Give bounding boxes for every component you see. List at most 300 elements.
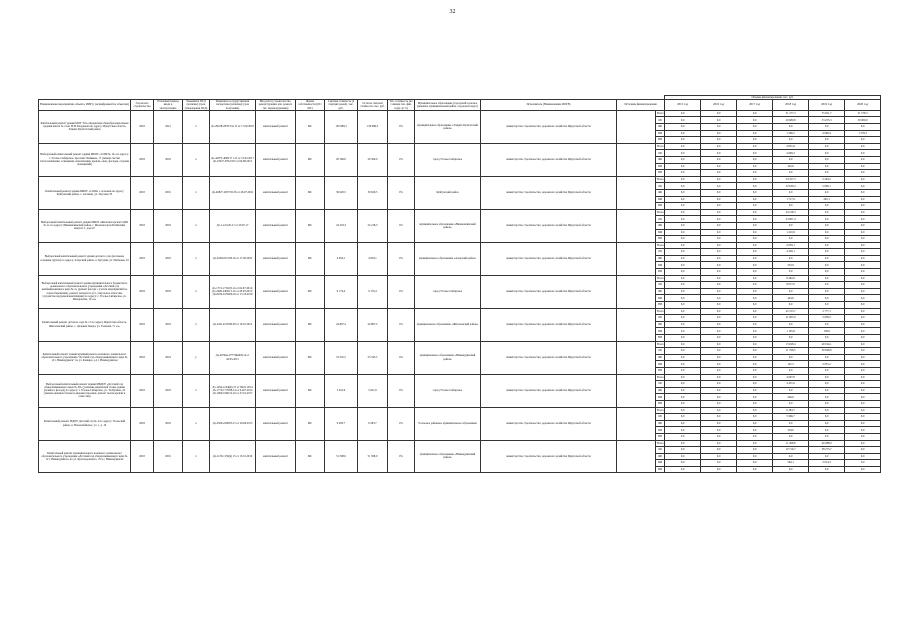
funding-value: 0,0 [809,124,845,131]
funding-value: 2 014,3 [809,460,845,467]
funding-value: 0,0 [701,374,737,381]
funding-value: 0,0 [737,308,773,315]
funding-group-header: Объемы финансирования, тыс. руб. [665,96,881,100]
funding-value: 0,0 [809,203,845,210]
funding-value: 4 659,1 [773,242,809,249]
work-type: капитальный ремонт [256,308,296,341]
funding-value: 0,0 [737,361,773,368]
col-year-2019: 2019 год [809,100,845,111]
start-year: 2018 [131,275,154,308]
funding-value: 0,0 [737,176,773,183]
funding-source: МБ [656,427,665,434]
funding-value: 0,0 [737,414,773,421]
psd-status: х [183,110,210,143]
municipality: муниципальное образование «Нижнеудинский район» [415,341,481,374]
funding-value: 0,0 [845,203,881,210]
remaining-cost: 51 508,9 [358,440,388,473]
funding-value: 0,0 [701,288,737,295]
ownership-form: МС [296,143,325,176]
funding-value: 0,0 [737,466,773,473]
funding-value: 0,0 [701,381,737,388]
psd-status: х [183,440,210,473]
page-number: 32 [449,9,456,15]
funding-value: 0,0 [845,335,881,342]
project-name: Выборочный капитальный ремонт здания МБДОУ «Детский сад общеразвивающего вида № 40» (усиление кирпичной стены здания (главного фасада) по адресу: г. Усолье-Сибирское, ул. Толбухина, 23 (замена оконных блоков и дверных проемов, ремонт полов кровли и отмостки) [39,374,131,407]
commission-year: 2021 [154,110,183,143]
work-type: капитальный ремонт [256,341,296,374]
funding-value: 0,0 [665,255,701,262]
funding-source: Всего [657,243,664,247]
funding-source: ОБ [656,117,665,124]
funding-value: 0,0 [665,130,701,137]
funding-value: 5 000,1 [809,183,845,190]
col-year-2017: 2017 год [737,100,773,111]
executor: министерство строительства, дорожного хозяйства Иркутской области [481,176,617,209]
source-spacer [617,407,656,440]
start-year: 2018 [131,110,154,143]
funding-value: 0,0 [665,170,701,177]
commission-year: 2018 [154,209,183,242]
executor: министерство строительства, дорожного хозяйства Иркутской области [481,110,617,143]
funding-value: 0,0 [737,236,773,243]
start-year: 2018 [131,209,154,242]
funding-value: 0,0 [665,381,701,388]
funding-value: 0,0 [737,117,773,124]
col-ownership: Форма собственности (ОС/МС) [296,100,325,111]
funding-value: 0,0 [737,110,773,117]
funding-value: 0,0 [665,302,701,309]
col-work-type: Вид работ (строительство, реконструкция, кап. ремонт, тех. перевооружение) [256,100,296,111]
funding-value: 0,0 [845,460,881,467]
ownership-form: МС [296,176,325,209]
col-start-year: Год начала строительства [131,100,154,111]
funding-value: 0,0 [809,321,845,328]
funding-value: 0,0 [809,275,845,282]
funding-value: 0,0 [701,216,737,223]
funding-value: 0,0 [809,414,845,421]
funding-value: 0,0 [701,282,737,289]
funding-value: 0,0 [845,143,881,150]
funding-value: 0,0 [701,156,737,163]
funding-value: 53 255,3 [809,117,845,124]
funding-source: МБ [656,361,665,368]
source-spacer [617,308,656,341]
executor: министерство строительства, дорожного хозяйства Иркутской области [481,275,617,308]
funding-value: 0,0 [773,335,809,342]
funding-value: 0,0 [665,387,701,394]
funding-value: 0,0 [845,262,881,269]
funding-source: Всего [657,210,664,214]
psd-status: х [183,242,210,275]
funding-value: 0,0 [665,124,701,131]
funding-value: 0,0 [809,163,845,170]
funding-value: 0,0 [665,321,701,328]
funding-value: 0,0 [773,124,809,131]
funding-value: 5 966,7 [773,414,809,421]
municipality: муниципальное образование «Аларский район» [415,242,481,275]
funding-value: 1 596,5 [773,130,809,137]
funding-value: 0,0 [737,400,773,407]
funding-value: 0,0 [665,453,701,460]
funding-value: 0,0 [809,302,845,309]
funding-value: 0,0 [773,321,809,328]
funding-source: ОБ [656,183,665,190]
psd-status: х [183,308,210,341]
funding-value: 0,0 [701,387,737,394]
municipality: Усольское районное муниципальное образование [415,407,481,440]
municipality: муниципальное образование «Жигаловский район» [415,308,481,341]
funding-source: ОБ [656,348,665,355]
funding-value: 0,0 [701,427,737,434]
funding-value: 0,0 [665,315,701,322]
funding-value: 0,0 [845,124,881,131]
funding-value: 0,0 [665,407,701,414]
funding-source: ФБ [656,222,665,229]
funding-value: 0,0 [701,150,737,157]
funding-value: 0,0 [665,137,701,144]
funding-value: 0,0 [701,460,737,467]
funding-value: 0,0 [845,242,881,249]
funding-value: 0,0 [809,269,845,276]
funding-source: ВИ [656,466,665,473]
funding-value: 0,0 [665,394,701,401]
funding-source: ОБ [656,447,665,454]
expertise-details: Дз-46827-2057/02.56 от 26.07.2016 [210,176,256,209]
work-type: капитальный ремонт [256,209,296,242]
project-name: Капитальный ремонт здания муниципального казенного дошкольного образовательного учреждения "Детский сад общеразвивающего вида № 12 г. Нижнеудинск" по ул. Кашира, д.4 г. Нижнеудинска [39,341,131,374]
col-year-2015: 2015 год [665,100,701,111]
funding-value: 0,0 [665,295,701,302]
project-name: Капитальный ремонт здания МБОУ «СОШ» г. Алзамаи по адресу Куйтунский район, с. Алзамаи, ул. Заусаева 33 [39,176,131,209]
project-row [39,176,881,183]
funding-source: ВИ [656,203,665,210]
funding-value: 0,0 [737,209,773,216]
funding-value: 0,0 [665,143,701,150]
funding-value: 0,0 [665,308,701,315]
funding-value: 0,0 [737,282,773,289]
start-year: 2018 [131,176,154,209]
psd-status: х [183,176,210,209]
funding-value: 0,0 [845,295,881,302]
funding-source: МБ [656,130,665,137]
funding-value: 0,0 [737,433,773,440]
funding-value: 0,0 [737,341,773,348]
funding-value: 0,0 [665,367,701,374]
funding-value: 0,0 [845,427,881,434]
funding-value: 0,0 [665,460,701,467]
funding-value: 0,0 [773,189,809,196]
funding-source: ФБ [656,387,665,394]
readiness: 0% [388,308,415,341]
funding-value: 8 017,0 [773,282,809,289]
funding-value: 246,0 [773,394,809,401]
funding-value: 0,0 [665,189,701,196]
funding-source: Всего [657,144,664,148]
readiness: 0% [388,176,415,209]
funding-value: 0,0 [737,150,773,157]
funding-value: 0,0 [701,255,737,262]
executor: министерство строительства, дорожного хозяйства Иркутской области [481,341,617,374]
funding-source: ВИ [656,302,665,309]
funding-value: 31 578,3 [845,110,881,117]
funding-value: 0,0 [665,117,701,124]
col-year-2018: 2018 год [773,100,809,111]
commission-year: 2018 [154,374,183,407]
expertise-details: Дз-1139-1159(4) 15 от 13.01.2016 [210,440,256,473]
col-year-2020: 2020 год [845,100,881,111]
funding-value: 0,0 [737,387,773,394]
estimated-cost: 136 989,3 [325,110,358,143]
source-spacer [617,374,656,407]
municipality: город Усолье-Сибирское [415,143,481,176]
funding-source: МБ [656,394,665,401]
funding-value: 0,0 [737,381,773,388]
estimated-cost: 51 508,9 [325,440,358,473]
funding-value: 0,0 [665,269,701,276]
funding-value: 0,0 [701,189,737,196]
funding-value: 0,0 [701,262,737,269]
funding-value: 40 288,0 [809,440,845,447]
funding-value: 0,0 [701,348,737,355]
funding-value: 0,0 [665,229,701,236]
funding-value: 1 105,8 [773,328,809,335]
readiness: 0% [388,143,415,176]
municipality: Куйтунский район [415,176,481,209]
funding-value: 0,0 [845,137,881,144]
funding-value: 0,0 [809,216,845,223]
estimated-cost: 53 545,5 [325,341,358,374]
remaining-cost: 24 218,3 [358,209,388,242]
funding-value: 0,0 [665,361,701,368]
funding-source: ВИ [656,137,665,144]
project-name: Капитальный ремонт детского сада № 11 по адресу Иркутская область, Жигаловский район, с. Дальняя Закора, ул. Таежная, 71 «а» [39,308,131,341]
funding-value: 0,0 [701,196,737,203]
funding-value: 0,0 [701,242,737,249]
funding-value: 0,0 [665,354,701,361]
funding-value: 0,0 [701,453,737,460]
funding-source: ФБ [656,354,665,361]
funding-value: 2 638,2 [809,315,845,322]
readiness: 0% [388,209,415,242]
psd-status: х [183,209,210,242]
funding-value: 38 273,7 [809,447,845,454]
project-row [39,143,881,150]
funding-value: 2 055,2 [809,361,845,368]
executor: министерство строительства, дорожного хозяйства Иркутской области [481,374,617,407]
funding-source: ВИ [656,335,665,342]
funding-value: 0,0 [701,229,737,236]
funding-value: 0,0 [809,170,845,177]
executor: министерство строительства, дорожного хозяйства Иркутской области [481,308,617,341]
funding-value: 0,0 [737,453,773,460]
municipality: город Усолье-Сибирское [415,275,481,308]
remaining-cost: 4 659,1 [358,242,388,275]
funding-value: 0,0 [701,170,737,177]
funding-source: ВИ [656,367,665,374]
funding-value: 0,0 [809,381,845,388]
funding-value: 0,0 [737,440,773,447]
funding-value: 0,0 [737,348,773,355]
funding-value: 0,0 [809,354,845,361]
commission-year: 2019 [154,440,183,473]
commission-year: 2019 [154,176,183,209]
funding-value: 0,0 [845,163,881,170]
funding-value: 0,0 [665,440,701,447]
funding-value: 0,0 [809,367,845,374]
funding-value: 0,0 [737,328,773,335]
funding-value: 0,0 [665,466,701,473]
source-spacer [617,176,656,209]
col-year-2016: 2016 год [701,100,737,111]
funding-value: 0,0 [665,150,701,157]
funding-value: 0,0 [701,249,737,256]
funding-value: 0,0 [845,183,881,190]
funding-value: 0,0 [737,249,773,256]
ownership-form: МС [296,440,325,473]
funding-value: 1 210,9 [773,229,809,236]
remaining-cost: 6 283,7 [358,407,388,440]
funding-value: 0,0 [845,170,881,177]
funding-value: 0,0 [845,367,881,374]
funding-value: 1 578,3 [845,130,881,137]
funding-value: 0,0 [737,321,773,328]
funding-value: 5 263,2 [809,176,845,183]
funding-value: 0,0 [845,394,881,401]
source-spacer [617,242,656,275]
funding-source: Всего [657,112,664,115]
funding-value: 4 426,1 [773,249,809,256]
funding-value: 0,0 [809,150,845,157]
funding-source: ВИ [656,170,665,177]
funding-value: 0,0 [701,394,737,401]
funding-value: 4 697,8 [773,374,809,381]
readiness: 0% [388,407,415,440]
funding-value: 0,0 [773,137,809,144]
funding-value: 32 639,4 [773,183,809,190]
funding-value: 0,0 [665,203,701,210]
source-spacer [617,440,656,473]
funding-value: 0,0 [665,196,701,203]
funding-value: 0,0 [737,269,773,276]
funding-source: ОБ [656,150,665,157]
funding-source: Всего [657,342,664,346]
funding-value: 0,0 [845,440,881,447]
funding-value: 2 777,1 [809,308,845,315]
funding-value: 55 951,7 [809,110,845,117]
funding-value: 0,0 [773,236,809,243]
psd-status: х [183,374,210,407]
funding-value: 0,0 [737,354,773,361]
expertise-details: Дз-1774-1734/03.14 от 04.07.2014; Дз-2409-2409/13.14 от 20.03.2015; Дз-6184-6159/06.16 от 15.10.2016 [210,275,256,308]
funding-value: 0,0 [809,262,845,269]
funding-source: МБ [656,328,665,335]
funding-source: ФБ [656,288,665,295]
funding-value: 0,0 [809,249,845,256]
funding-value: 4 696,4 [809,130,845,137]
funding-value: 0,0 [845,414,881,421]
expertise-details: Дз-0228-02/33/8.16 от 17.09.2016 [210,242,256,275]
source-spacer [617,143,656,176]
start-year: 2018 [131,242,154,275]
funding-value: 0,0 [737,427,773,434]
source-spacer [617,110,656,143]
funding-value: 0,0 [809,374,845,381]
funding-source: МБ [656,196,665,203]
funding-value: 0,0 [737,222,773,229]
funding-value: 0,0 [701,466,737,473]
funding-source: ВИ [656,400,665,407]
psd-status: х [183,143,210,176]
funding-value: 0,0 [701,236,737,243]
funding-source: ОБ [656,249,665,256]
funding-value: 10 716,7 [773,447,809,454]
funding-value: 0,0 [737,203,773,210]
funding-source: ОБ [656,282,665,289]
funding-value: 0,0 [773,367,809,374]
expertise-details: Дз-2560-2200/03.15 от 29.06.2015 [210,407,256,440]
ownership-form: МС [296,110,325,143]
funding-value: 6 283,7 [773,407,809,414]
funding-source: Всего [657,177,664,181]
funding-value: 0,0 [737,143,773,150]
funding-value: 0,0 [809,295,845,302]
funding-value: 0,0 [737,216,773,223]
start-year: 2018 [131,341,154,374]
col-commission: Плановый период ввода в эксплуатацию [154,100,183,111]
funding-source: ВИ [656,433,665,440]
funding-source: ФБ [656,453,665,460]
funding-value: 23 007,4 [773,216,809,223]
funding-value: 0,0 [809,387,845,394]
funding-value: 0,0 [845,269,881,276]
expertise-details: Дз-29108-2878/17в.13 от 17.09.2018 [210,110,256,143]
funding-value: 0,0 [845,236,881,243]
funding-value: 0,0 [737,156,773,163]
funding-value: 0,0 [701,315,737,322]
funding-value: 0,0 [845,282,881,289]
funding-source: Всего [657,309,664,313]
funding-source: ОБ [656,414,665,421]
funding-source: ОБ [656,216,665,223]
funding-value: 242,6 [773,163,809,170]
estimated-cost: 24 867,2 [325,308,358,341]
funding-source: МБ [656,229,665,236]
funding-value: 0,0 [737,367,773,374]
funding-value: 0,0 [737,242,773,249]
funding-value: 0,0 [773,387,809,394]
funding-value: 0,0 [845,196,881,203]
funding-value: 0,0 [737,130,773,137]
funding-value: 423,0 [773,295,809,302]
project-name: Выборочный капитальный ремонт здания МБОУ «СОШ № 12» по адресу: г. Усолье-Сибирское, проспект Химиков, 17 (замена систем теплоснабжения, освещения, канализации, кровли, окон, фасадов, отделки помещений) [39,143,131,176]
funding-value: 138,9 [809,328,845,335]
project-name: Капитальный ремонт здания МОУ Усть-Ордынская общеобразовательная средняя школа № 2 им. Н.Н. Балданова по адресу: Иркутская область, Эхирит-Булагатский район [39,110,131,143]
funding-value: 0,0 [809,222,845,229]
project-name: Выборочный капитальный ремонт здания муниципального бюджетного дошкольного образовательного учреждения «Детский сад комбинированного вида № 2» (ремонт фасада с учетом мероприятий по теплосбережению, ремонт четвертого уст. санузлов и отмостки, устройство наружной вентиляции) по адресу: г. Усолье-Сибирское, ул. Менделеева, 19 «а» [39,275,131,308]
funding-value: 318,0 [773,427,809,434]
municipality: муниципальное образование «Нижнеилимский район» [415,209,481,242]
funding-value: 0,0 [665,335,701,342]
funding-value: 0,0 [737,407,773,414]
ownership-form: МС [296,242,325,275]
expertise-details: Дз-44073-4069/17 г.15 от 15.02.2017 Дз-47027-0702/103 от 04.08.2013 [210,143,256,176]
funding-value: 0,0 [701,117,737,124]
funding-value: 0,0 [665,341,701,348]
table-body [39,110,881,473]
col-cost: Сметная стоимость (в текущих ценах), тыс. руб. [325,100,358,111]
funding-value: 0,0 [665,216,701,223]
funding-value: 0,0 [737,255,773,262]
